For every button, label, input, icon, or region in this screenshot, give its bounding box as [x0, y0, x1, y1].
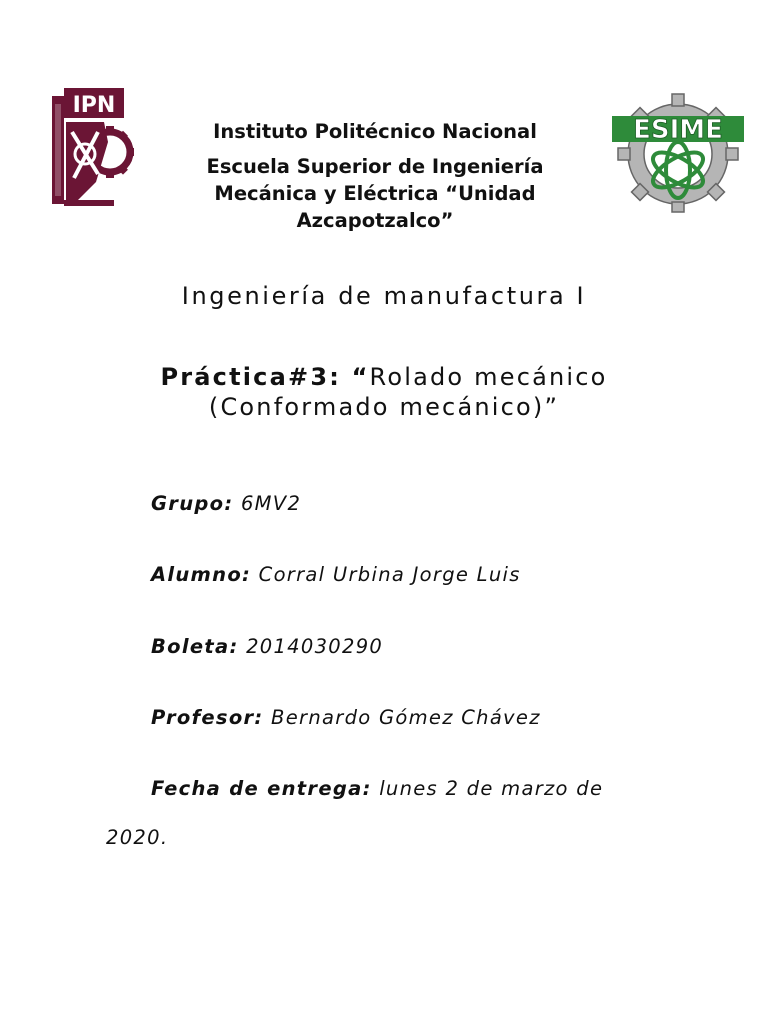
document-header [195, 118, 555, 234]
field-boleta [151, 635, 383, 658]
esime-logo [610, 90, 746, 214]
profesor-value: Bernardo Gómez Chávez [271, 706, 541, 729]
fecha-value-continued: 2020. [106, 826, 169, 849]
subject-title: Ingeniería de manufactura I [181, 282, 587, 310]
field-grupo [151, 492, 301, 515]
svg-text:IPN: IPN [72, 93, 116, 118]
fecha-label: Fecha de entrega: [151, 777, 372, 800]
profesor-label: Profesor: [151, 706, 264, 729]
fecha-value: lunes 2 de marzo de [379, 777, 604, 800]
field-profesor [151, 706, 541, 729]
alumno-label: Alumno: [151, 563, 252, 586]
practice-title [120, 362, 648, 422]
practice-name: Rolado mecánico (Conformado mecánico)” [208, 363, 608, 421]
alumno-value: Corral Urbina Jorge Luis [258, 563, 521, 586]
institution-name: Instituto Politécnico Nacional [213, 120, 537, 143]
school-name: Escuela Superior de Ingeniería Mecánica y Eléctrica “Unidad Azcapotzalco” [206, 155, 544, 232]
boleta-label: Boleta: [151, 635, 239, 658]
svg-text:ESIME: ESIME [633, 115, 723, 145]
boleta-value: 2014030290 [246, 635, 384, 658]
field-alumno [151, 563, 521, 586]
grupo-value: 6MV2 [240, 492, 302, 515]
ipn-logo [48, 82, 134, 210]
grupo-label: Grupo: [151, 492, 234, 515]
field-fecha [151, 777, 603, 800]
practice-label: Práctica#3: “ [160, 363, 370, 391]
